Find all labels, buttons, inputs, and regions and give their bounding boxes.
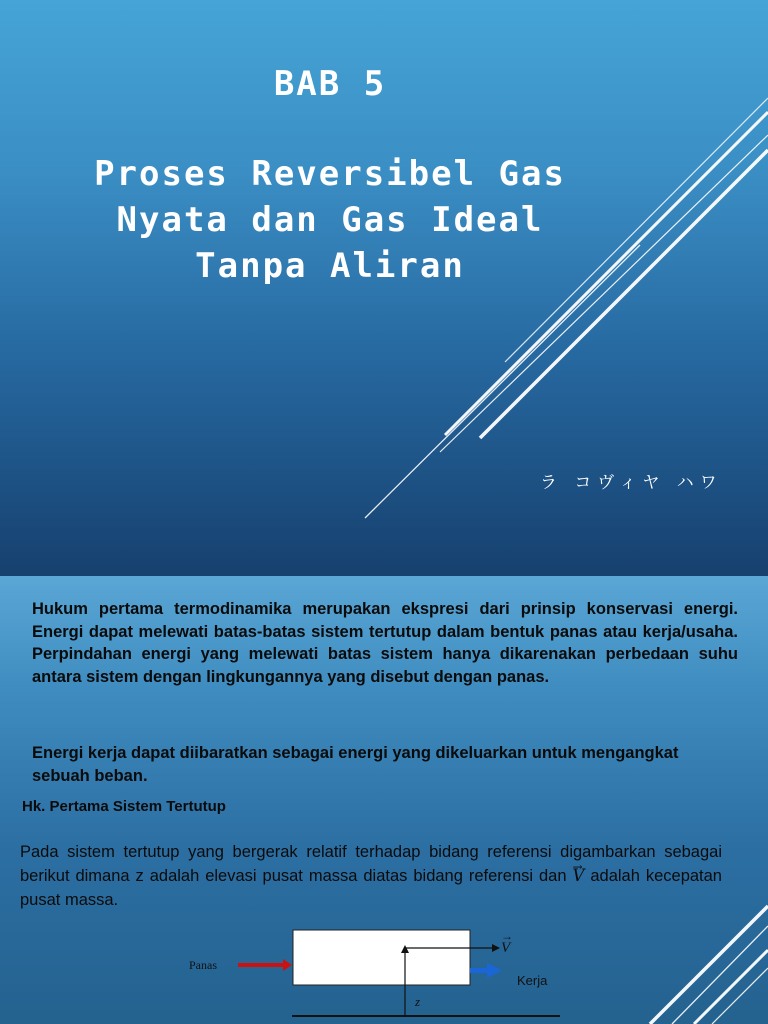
work-label: Kerja: [517, 973, 548, 988]
closed-system-text-2: adalah kecepatan pusat massa.: [20, 867, 722, 909]
section-heading: Hk. Pertama Sistem Tertutup: [22, 798, 226, 815]
closed-system-diagram: [0, 576, 768, 1024]
velocity-symbol: → V: [572, 866, 584, 885]
first-law-paragraph: Hukum pertama termodinamika merupakan ekspresi dari prinsip konservasi energi. Energi dapat melewati batas-batas sistem tertutup dalam bentuk panas atau kerja/usaha. Perpindahan energi yang melewati batas sistem hanya dikarenakan perbedaan suhu antara sistem dengan lingkungannya yang disebut dengan panas.: [32, 600, 738, 686]
chapter-title: BAB 5: [273, 64, 387, 104]
title-line-1: Proses Reversibel Gas: [94, 154, 566, 194]
work-arrow-shaft: [470, 968, 488, 973]
work-energy-paragraph: Energi kerja dapat diibaratkan sebagai energi yang dikeluarkan untuk mengangkat sebuah beban.: [32, 744, 679, 785]
heat-arrow-icon: [283, 959, 292, 971]
closed-system-text-1: Pada sistem tertutup yang bergerak relatif terhadap bidang referensi digambarkan sebagai berikut dimana z adalah elevasi pusat massa diatas bidang referensi dan: [20, 843, 722, 885]
title-line-2: Nyata dan Gas Ideal: [116, 200, 544, 240]
title-line-3: Tanpa Aliran: [195, 246, 465, 286]
velocity-label: → V: [501, 940, 510, 957]
work-arrow-icon: [487, 963, 502, 978]
content-slide: [0, 576, 768, 1024]
velocity-arrowhead-icon: [492, 944, 500, 952]
subtitle-author: ラ コヴィヤ ハワ: [540, 473, 723, 493]
system-box: [293, 930, 470, 985]
heat-label: Panas: [189, 958, 217, 972]
heat-arrow-shaft: [238, 963, 284, 967]
elevation-label: z: [415, 994, 421, 1009]
